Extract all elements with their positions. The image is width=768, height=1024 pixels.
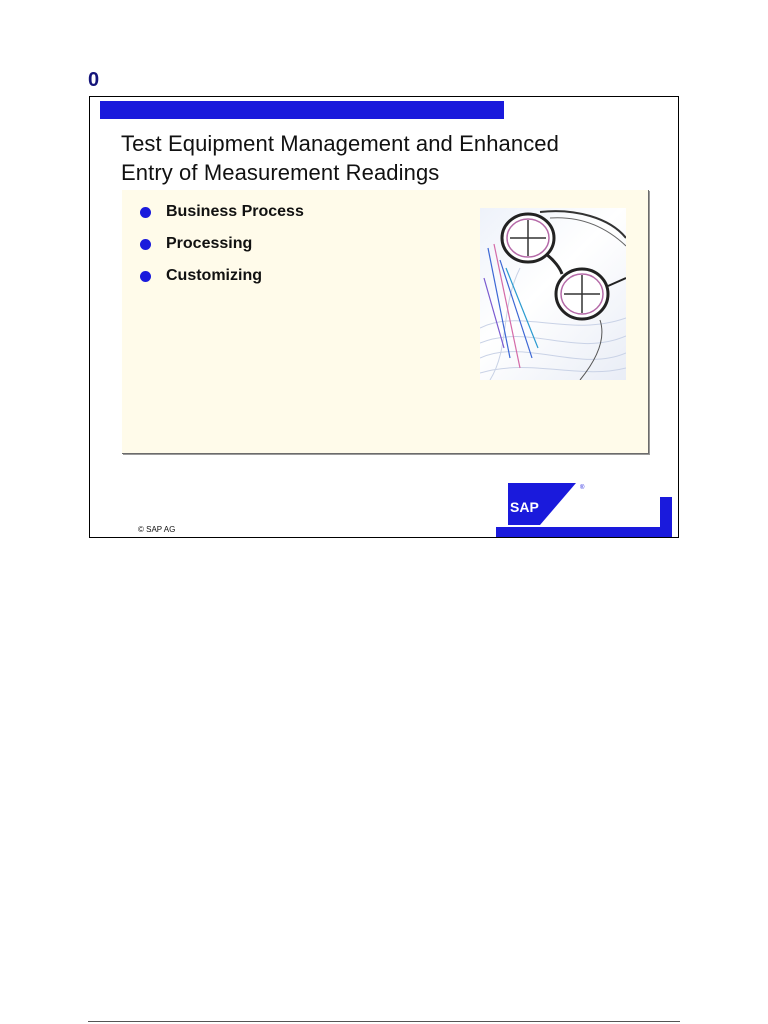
bullet-item: [140, 203, 304, 235]
bullet-dot-icon: [140, 239, 151, 250]
bullet-label: Processing: [166, 235, 253, 252]
slide-number: 0: [88, 69, 100, 91]
page-bottom-rule: [88, 1021, 680, 1022]
slide-title-line-2: Entry of Measurement Readings: [121, 160, 440, 185]
slide-title: [121, 129, 661, 187]
slide-title-line-1: Test Equipment Management and Enhanced: [121, 131, 559, 156]
bullet-item: [140, 235, 304, 267]
content-panel: [122, 190, 649, 454]
eyeglasses-sketch-icon: [480, 208, 626, 380]
bullet-label: Business Process: [166, 203, 304, 220]
eyeglasses-illustration: [480, 208, 626, 380]
copyright-notice: © SAP AG: [138, 525, 176, 534]
sap-logo-icon: [494, 481, 674, 537]
bullet-item: [140, 267, 304, 299]
title-accent-bar: [100, 101, 504, 119]
bullet-dot-icon: [140, 207, 151, 218]
registered-mark: ®: [580, 485, 585, 491]
bullet-label: Customizing: [166, 267, 262, 284]
bullet-list: [140, 203, 304, 299]
bullet-dot-icon: [140, 271, 151, 282]
sap-logo-text: SAP: [510, 499, 539, 515]
slide-frame: [89, 96, 679, 538]
